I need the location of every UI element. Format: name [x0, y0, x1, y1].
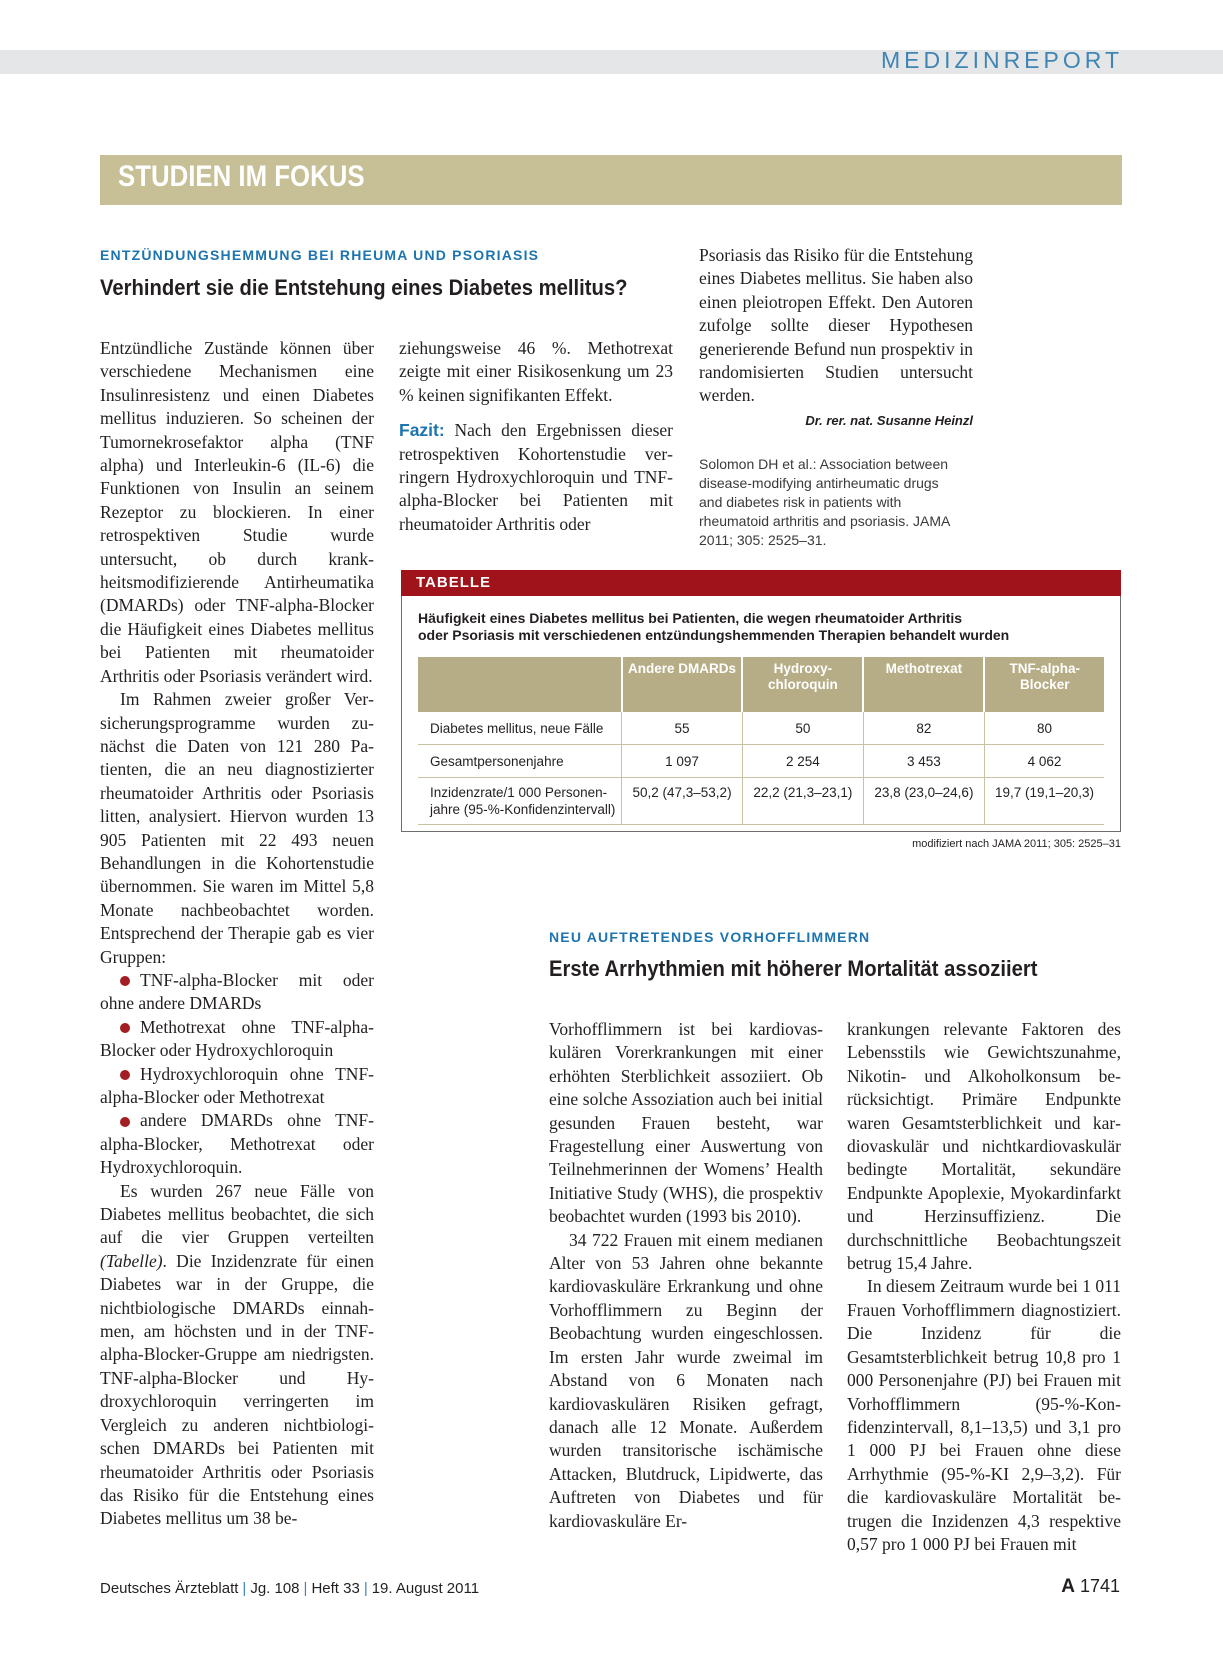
paragraph: Entzündliche Zustände können über verschiedene Mechanismen eine Insulinresistenz und einen Diabetes mellitus induzieren. So scheinen der Tumornekrosefaktor alpha (TNF alpha) und Interleukin-6 (IL-6) die Funktionen von Insulin an seinem Rezeptor zu blockieren. In einer retrospektiven Studie wurde untersucht, ob durch krankheitsmodifizierende Antirheumatika (DMARDs) oder TNF-alpha-Blocker die Häufigkeit eines Diabetes mellitus bei Patienten mit rheumatoider Arthritis oder Psoriasis verändert wird. [100, 338, 374, 686]
column-header: Hydroxy- chloroquin [742, 657, 863, 712]
article2-column-1 [549, 1018, 823, 1533]
author: Dr. rer. nat. Susanne Heinzl [805, 413, 973, 428]
table-cell: 4 062 [984, 745, 1104, 778]
table-cell: 2 254 [742, 745, 863, 778]
data-table [418, 657, 1104, 825]
list-item: Methotrexat ohne TNF-alpha-Blocker oder Hydroxychloroquin [100, 1016, 374, 1061]
bullet-icon [120, 1117, 130, 1127]
article1-kicker: ENTZÜNDUNGSHEMMUNG BEI RHEUMA UND PSORIASIS [100, 247, 540, 263]
list-item: andere DMARDs ohne TNF-alpha-Blocker, Methotrexat oder Hydroxychloroquin. [100, 1110, 374, 1178]
list-item: TNF-alpha-Blocker mit oder ohne andere DMARDs [100, 969, 374, 1014]
bullet-icon [120, 1023, 130, 1033]
article1-column-2 [399, 337, 673, 536]
table-label: TABELLE [416, 574, 492, 591]
volume: Jg. 108 [250, 1580, 300, 1597]
table-cell: 1 097 [622, 745, 743, 778]
column-header: Methotrexat [863, 657, 984, 712]
paragraph: krankungen relevante Faktoren des Lebensstils wie Gewichtszunahme, Nikotin- und Alkoholkonsum berücksichtigt. Primäre Endpunkte waren Gesamtsterblichkeit und kardiovaskulär und nichtkardiovaskulär bedingte Mortalität, sekundäre Endpunkte Apoplexie, Myokardinfarkt und Herzinsuffizienz. Die durchschnittliche Beobachtungszeit betrug 15,4 Jahre. [847, 1019, 1121, 1274]
table-cell: 50 [742, 712, 863, 745]
table-cell: 55 [622, 712, 743, 745]
paragraph: Vorhofflimmern ist bei kardiovaskulären Vorerkrankungen mit einer erhöhten Sterblichkeit assoziiert. Ob eine solche Assoziation auch bei initial gesunden Frauen besteht, war Fragestellung einer Auswertung von Teilnehmerinnen der Womens’ Health Initiative Study (WHS), die prospektiv beobachtet wurden (1993 bis 2010). [549, 1019, 823, 1227]
journal-name: Deutsches Ärzteblatt [100, 1580, 239, 1597]
table-row [418, 712, 1104, 745]
article1-headline: Verhindert sie die Entstehung eines Diabetes mellitus? [100, 275, 628, 300]
bullet-icon [120, 976, 130, 986]
paragraph: Es wurden 267 neue Fälle von Diabetes mellitus beobachtet, die sich auf die vier Gruppen verteilten (Tabelle). Die Inzidenzrate für einen Diabetes war in der Gruppe, die nichtbiologische DMARDs einnahmen, am höchsten und in der TNF-alpha-Blocker-Gruppe am niedrigsten. TNF-alpha-Blocker und Hydroxychloroquin verringerten im Vergleich zu anderen nichtbiologischen DMARDs bei Patienten mit rheumatoider Arthritis oder Psoriasis das Risiko für die Entstehung eines Diabetes mellitus um 38 be- [100, 1180, 374, 1529]
footer-citation: Deutsches Ärzteblatt | Jg. 108 | Heft 33 | 19. August 2011 [100, 1580, 480, 1597]
table-cell: 50,2 (47,3–53,2) [622, 778, 743, 825]
column-header: TNF-alpha- Blocker [984, 657, 1104, 712]
issue: Heft 33 [311, 1580, 360, 1597]
fazit-paragraph: Fazit: Nach den Ergebnissen dieser retrospektiven Kohortenstudie verringern Hydroxychloroquin und TNF-alpha-Blocker bei Patienten mit rheumatoider Arthritis oder [399, 420, 673, 534]
fazit-label: Fazit: [399, 420, 445, 441]
list-item: Hydroxychloroquin ohne TNF-alpha-Blocker oder Methotrexat [100, 1063, 374, 1107]
paragraph: In diesem Zeitraum wurde bei 1 011 Frauen Vorhofflimmern diagnostiziert. Die Inzidenz für die Gesamtsterblichkeit betrug 10,8 pro 1 000 Personenjahre (PJ) bei Frauen mit Vorhofflimmern (95-%-Konfidenzintervall, 8,1–13,5) und 3,1 pro 1 000 PJ bei Frauen ohne diese Arrhythmie (95-%-KI 2,9–3,2). Für die kardiovaskuläre Mortalität betrugen die Inzidenzen 4,3 respektive 0,57 pro 1 000 PJ bei Frauen mit [847, 1276, 1121, 1554]
paragraph: ziehungsweise 46 %. Methotrexat zeigte mit einer Risikosenkung um 23 % keinen signifikanten Effekt. [399, 338, 673, 405]
table-source: modifiziert nach JAMA 2011; 305: 2525–31 [912, 838, 1121, 850]
bullet-icon [120, 1070, 130, 1080]
issue-date: 19. August 2011 [371, 1580, 480, 1597]
column-header [418, 657, 622, 712]
table-row [418, 745, 1104, 778]
table-cell: 82 [863, 712, 984, 745]
paragraph: 34 722 Frauen mit einem medianen Alter von 53 Jahren ohne bekannte kardiovaskuläre Erkrankung und ohne Vorhofflimmern zu Beginn der Beobachtung wurden eingeschlossen. Im ersten Jahr wurde zweimal im Abstand von 6 Monaten nach kardiovaskulären Risiken gefragt, danach alle 12 Monate. Außerdem wurden transitorische ischämische Attacken, Blutdruck, Lipidwerte, das Auftreten von Diabetes und für kardiovaskuläre Er- [549, 1229, 823, 1531]
article2-headline: Erste Arrhythmien mit höherer Mortalität assoziiert [549, 956, 1038, 981]
table-cell: 80 [984, 712, 1104, 745]
section-title: STUDIEN IM FOKUS [118, 160, 365, 193]
table-reference[interactable]: (Tabelle) [100, 1250, 163, 1271]
row-label: Inzidenzrate/1 000 Personen- jahre (95-%-Konfidenzintervall) [418, 778, 622, 825]
table-cell: 23,8 (23,0–24,6) [863, 778, 984, 825]
section-label: MEDIZINREPORT [881, 47, 1123, 73]
table-header-bar [401, 570, 1121, 596]
bullet-list [100, 969, 374, 1180]
row-label: Diabetes mellitus, neue Fälle [418, 712, 622, 745]
table-cell: 19,7 (19,1–20,3) [984, 778, 1104, 825]
table-caption: Häufigkeit eines Diabetes mellitus bei Patienten, die wegen rheumatoider Arthritis oder Psoriasis mit verschiedenen entzündungshemmenden Therapien behandelt wurden [418, 610, 1010, 643]
table-row [418, 778, 1104, 825]
page-number: A 1741 [1061, 1576, 1120, 1597]
table-header-row [418, 657, 1104, 712]
column-header: Andere DMARDs [622, 657, 743, 712]
article1-column-3 [699, 244, 973, 408]
article1-column-1 [100, 337, 374, 1531]
article2-column-2 [847, 1018, 1121, 1556]
citation: Solomon DH et al.: Association between disease-modifying antirheumatic drugs and diabetes risk in patients with rheumatoid arthritis and psoriasis. JAMA 2011; 305: 2525–31. [699, 456, 950, 548]
row-label: Gesamtpersonenjahre [418, 745, 622, 778]
article2-kicker: NEU AUFTRETENDES VORHOFFLIMMERN [549, 929, 871, 945]
table-cell: 22,2 (21,3–23,1) [742, 778, 863, 825]
paragraph: Psoriasis das Risiko für die Entstehung eines Diabetes mellitus. Sie haben also einen pleiotropen Effekt. Den Autoren zufolge sollte dieser Hypothesen generierende Befund nun prospektiv in randomisierten Studien untersucht werden. [699, 245, 973, 406]
table-cell: 3 453 [863, 745, 984, 778]
paragraph: Im Rahmen zweier großer Versicherungsprogramme wurden zunächst die Daten von 121 280 Patienten, die an neu diagnostizierter rheumatoider Arthritis oder Psoriasis litten, analysiert. Hiervon wurden 13 905 Patienten mit 22 493 neuen Behandlungen in die Kohortenstudie übernommen. Sie waren im Mittel 5,8 Monate nachbeobachtet worden. Entsprechend der Therapie gab es vier Gruppen: [100, 689, 374, 967]
